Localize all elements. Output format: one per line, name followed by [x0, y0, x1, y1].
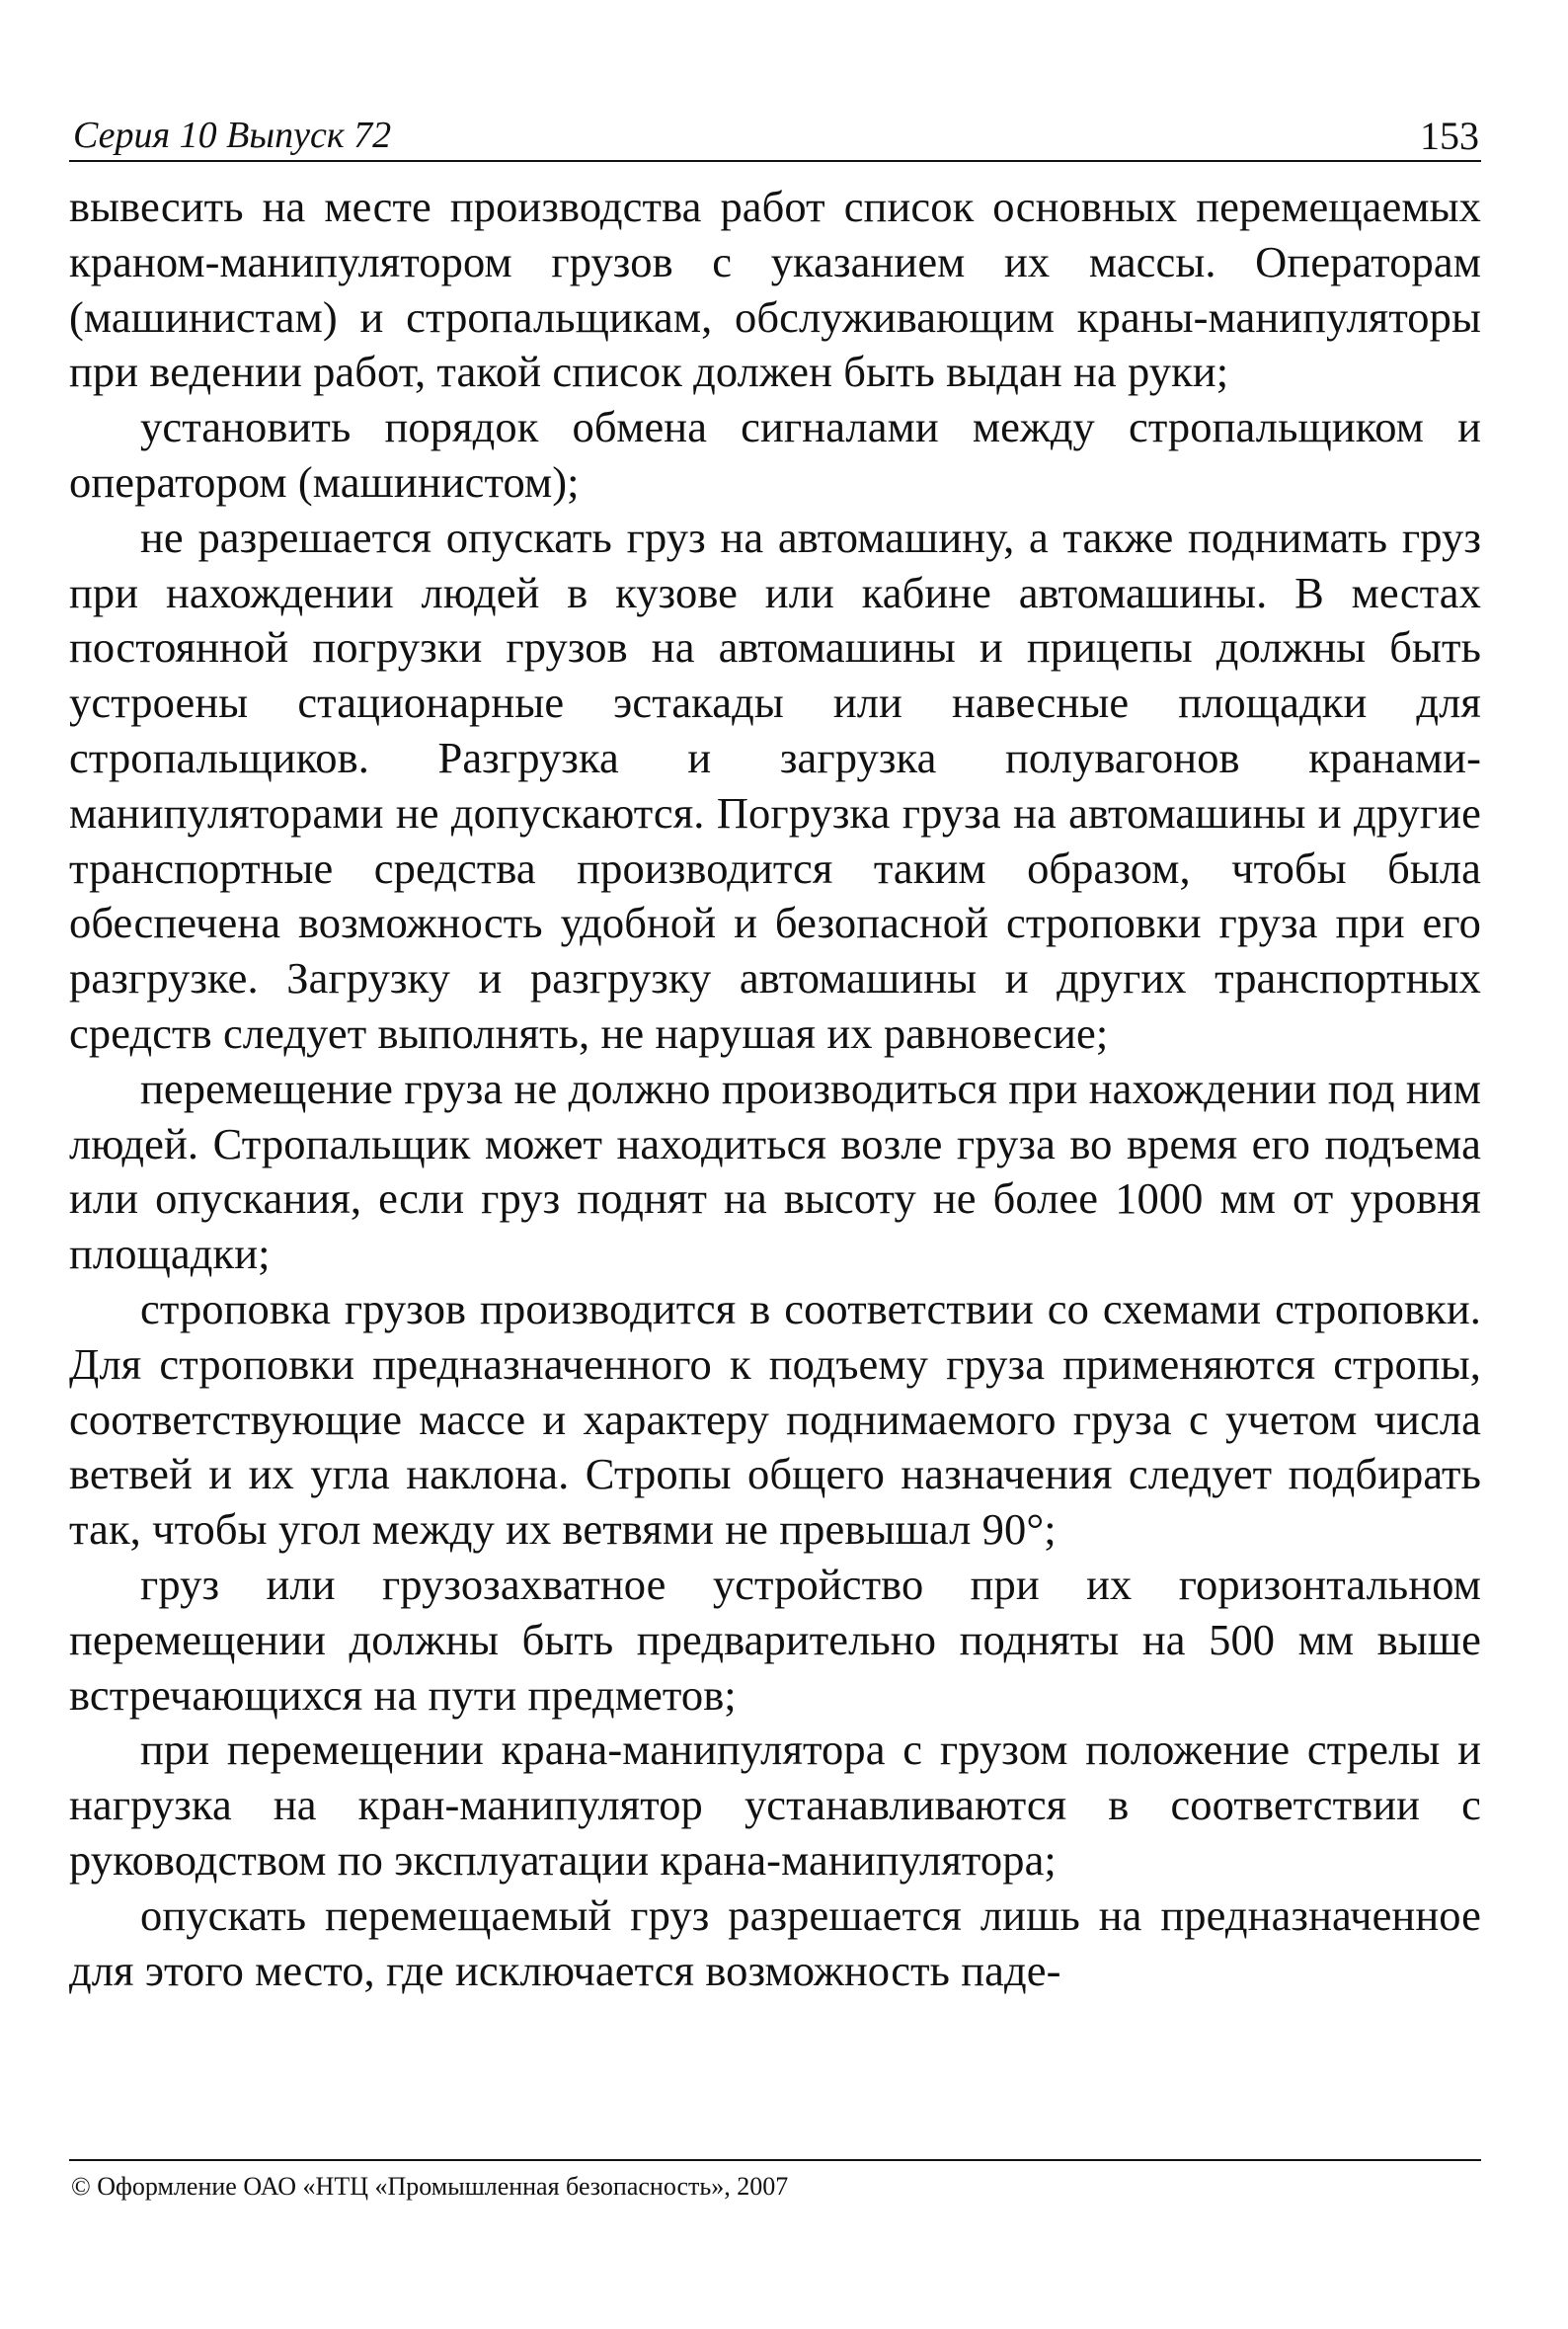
paragraph-3: не разрешается опускать груз на автомашину, а также поднимать груз при нахождении людей в кузове или кабине автомашины. В местах постоянной погрузки грузов на автомашины и прицепы должны быть устроены стационарные эстакады или навесные площадки для стропальщиков. Разгрузка и загрузка полувагонов кранами-манипуляторами не допускаются. Погрузка груза на автомашины и другие транспортные средства производится таким образом, чтобы была обеспечена возможность удобной и безопасной строповки груза при его разгрузке. Загрузку и разгрузку автомашины и других транспортных средств следует выполнять, не нарушая их равновесие; [69, 512, 1481, 1058]
body-text [69, 180, 1481, 1998]
document-page [69, 99, 1481, 1998]
paragraph-2: установить порядок обмена сигналами между стропальщиком и оператором (машинистом); [69, 402, 1481, 507]
series-title: Серия 10 Выпуск 72 [73, 115, 392, 156]
paragraph-7: при перемещении крана-манипулятора с грузом положение стрелы и нагрузка на кран-манипулятор устанавливаются в соответствии с руководством по эксплуатации крана-манипулятора; [69, 1725, 1481, 1885]
paragraph-4: перемещение груза не должно производиться при нахождении под ним людей. Стропальщик может находиться возле груза во время его подъема или опускания, если груз поднят на высоту не более 1000 мм от уровня площадки; [69, 1063, 1481, 1279]
copyright-notice: © Оформление ОАО «НТЦ «Промышленная безопасность», 2007 [71, 2172, 789, 2201]
paragraph-8: опускать перемещаемый груз разрешается лишь на предназначенное для этого место, где исключается возможность паде- [69, 1889, 1481, 1995]
page-number: 153 [1420, 114, 1479, 158]
page-footer [69, 2159, 1481, 2202]
paragraph-6: груз или грузозахватное устройство при их горизонтальном перемещении должны быть предварительно подняты на 500 мм выше встречающихся на пути предметов; [69, 1559, 1481, 1720]
running-header [69, 99, 1481, 162]
paragraph-5: строповка грузов производится в соответствии со схемами строповки. Для строповки предназначенного к подъему груза применяются стропы, соответствующие массе и характеру поднимаемого груза с учетом числа ветвей и их угла наклона. Стропы общего назначения следует подбирать так, чтобы угол между их ветвями не превышал 90°; [69, 1283, 1481, 1555]
paragraph-1: вывесить на месте производства работ список основных перемещаемых краном-манипулятором грузов с указанием их массы. Операторам (машинистам) и стропальщикам, обслуживающим краны-манипуляторы при ведении работ, такой список должен быть выдан на руки; [69, 182, 1481, 397]
